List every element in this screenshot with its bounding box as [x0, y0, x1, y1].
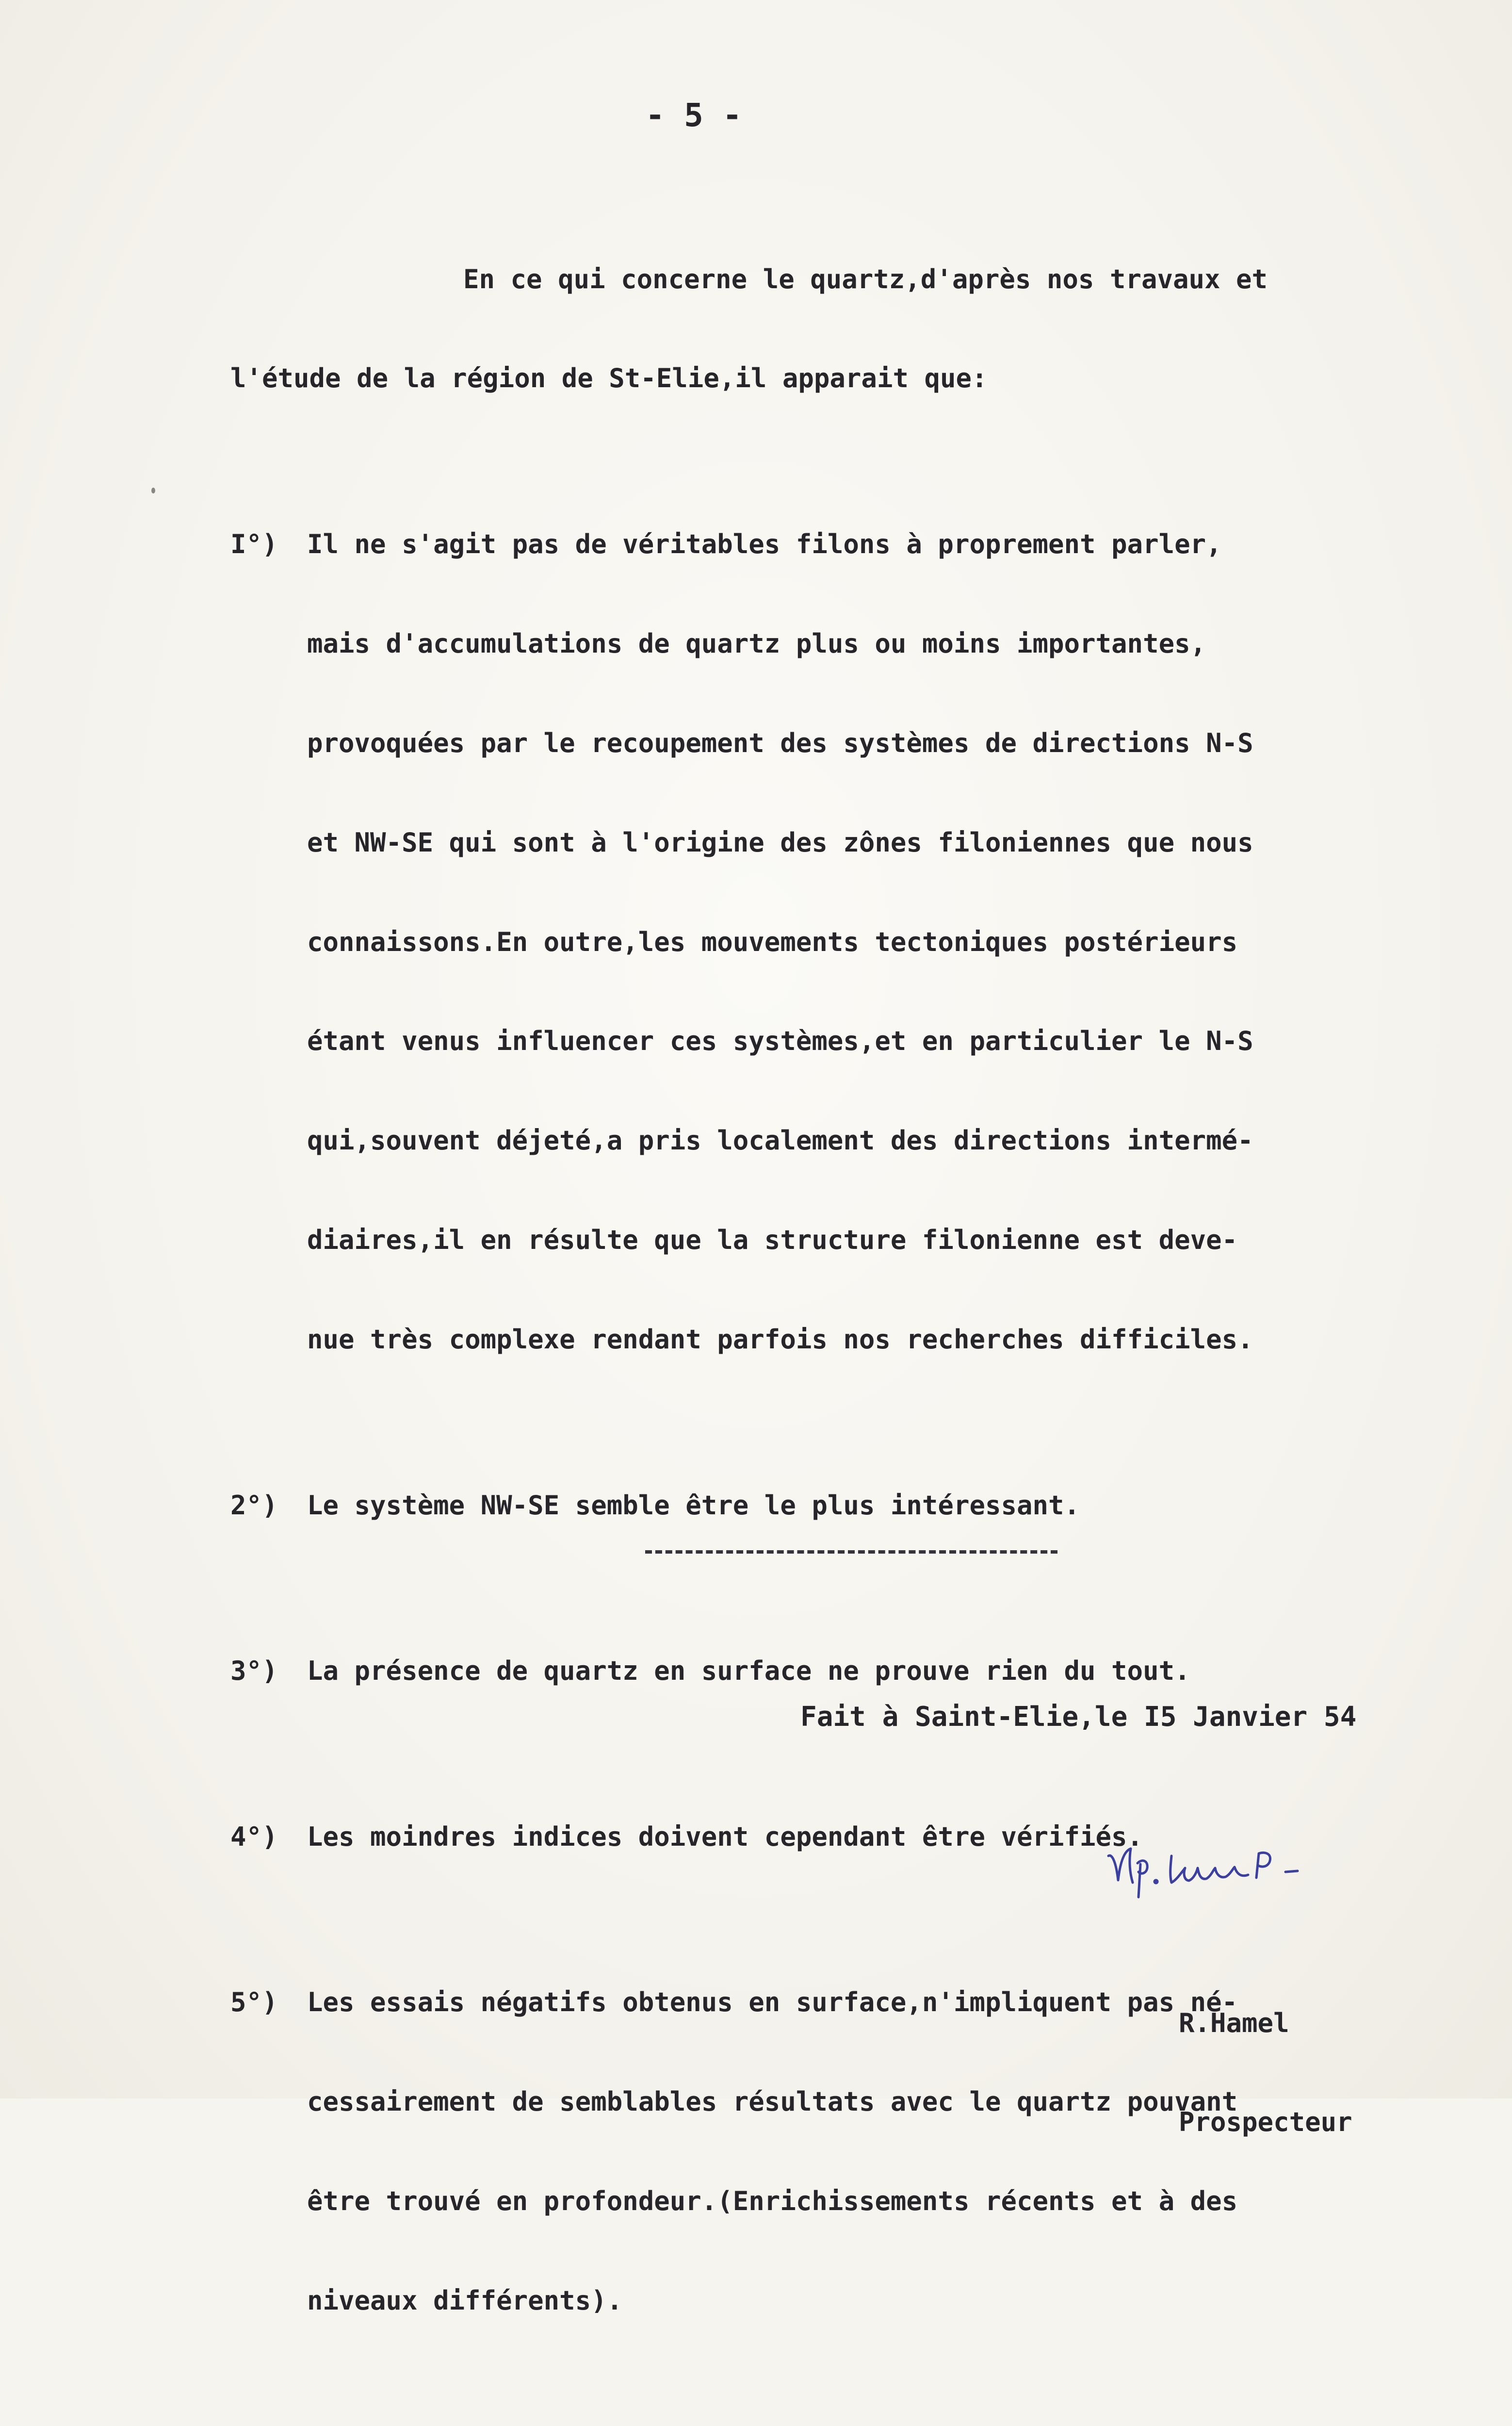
list-item-2: [230, 1489, 1511, 1522]
intro-line: l'étude de la région de St-Elie,il apparait que:: [230, 363, 988, 394]
item-number: 3°): [230, 1656, 278, 1687]
item-text: Il ne s'agit pas de véritables filons à proprement parler,: [307, 528, 1222, 559]
item-text: Les essais négatifs obtenus en surface,n'impliquent pas né-: [307, 1987, 1238, 2018]
item-text: diaires,il en résulte que la structure filonienne est deve-: [307, 1225, 1238, 1256]
list-item-1: [230, 528, 1511, 561]
signatory-block: [1179, 1941, 1352, 2205]
item-text: La présence de quartz en surface ne prouve rien du tout.: [307, 1656, 1190, 1687]
item-text: Le système NW-SE semble être le plus intéressant.: [307, 1490, 1080, 1521]
item-text: cessairement de semblables résultats avec le quartz pouvant: [307, 2086, 1238, 2117]
intro-line: En ce qui concerne le quartz,d'après nos travaux et: [463, 263, 1268, 295]
item-number: 5°): [230, 1987, 278, 2018]
item-number: 2°): [230, 1490, 278, 1521]
handwritten-signature: [1099, 1834, 1370, 1902]
item-text: connaissons.En outre,les mouvements tectoniques postérieurs: [307, 926, 1238, 957]
item-number: 4°): [230, 1821, 278, 1852]
item-text: Les moindres indices doivent cependant être vérifiés.: [307, 1821, 1143, 1852]
item-text: niveaux différents).: [307, 2285, 623, 2316]
page-number: - 5 -: [645, 97, 742, 134]
item-text: être trouvé en profondeur.(Enrichissements récents et à des: [307, 2185, 1238, 2216]
item-text: mais d'accumulations de quartz plus ou moins importantes,: [307, 628, 1206, 659]
item-text: et NW-SE qui sont à l'origine des zônes filoniennes que nous: [307, 827, 1253, 858]
item-text: nue très complexe rendant parfois nos recherches difficiles.: [307, 1324, 1253, 1355]
item-text: qui,souvent déjeté,a pris localement des directions intermé-: [307, 1125, 1253, 1156]
place-date: Fait à Saint-Elie,le I5 Janvier 54: [800, 1701, 1357, 1733]
signatory-title: Prospecteur: [1179, 2107, 1352, 2137]
item-text: provoquées par le recoupement des systèmes de directions N-S: [307, 727, 1253, 758]
item-number: I°): [230, 528, 278, 559]
end-rule: [645, 1550, 1057, 1554]
paper-speck: [151, 488, 155, 493]
item-text: étant venus influencer ces systèmes,et en particulier le N-S: [307, 1026, 1253, 1057]
list-item-3: [230, 1655, 1511, 1688]
signatory-name: R.Hamel: [1179, 2008, 1289, 2038]
